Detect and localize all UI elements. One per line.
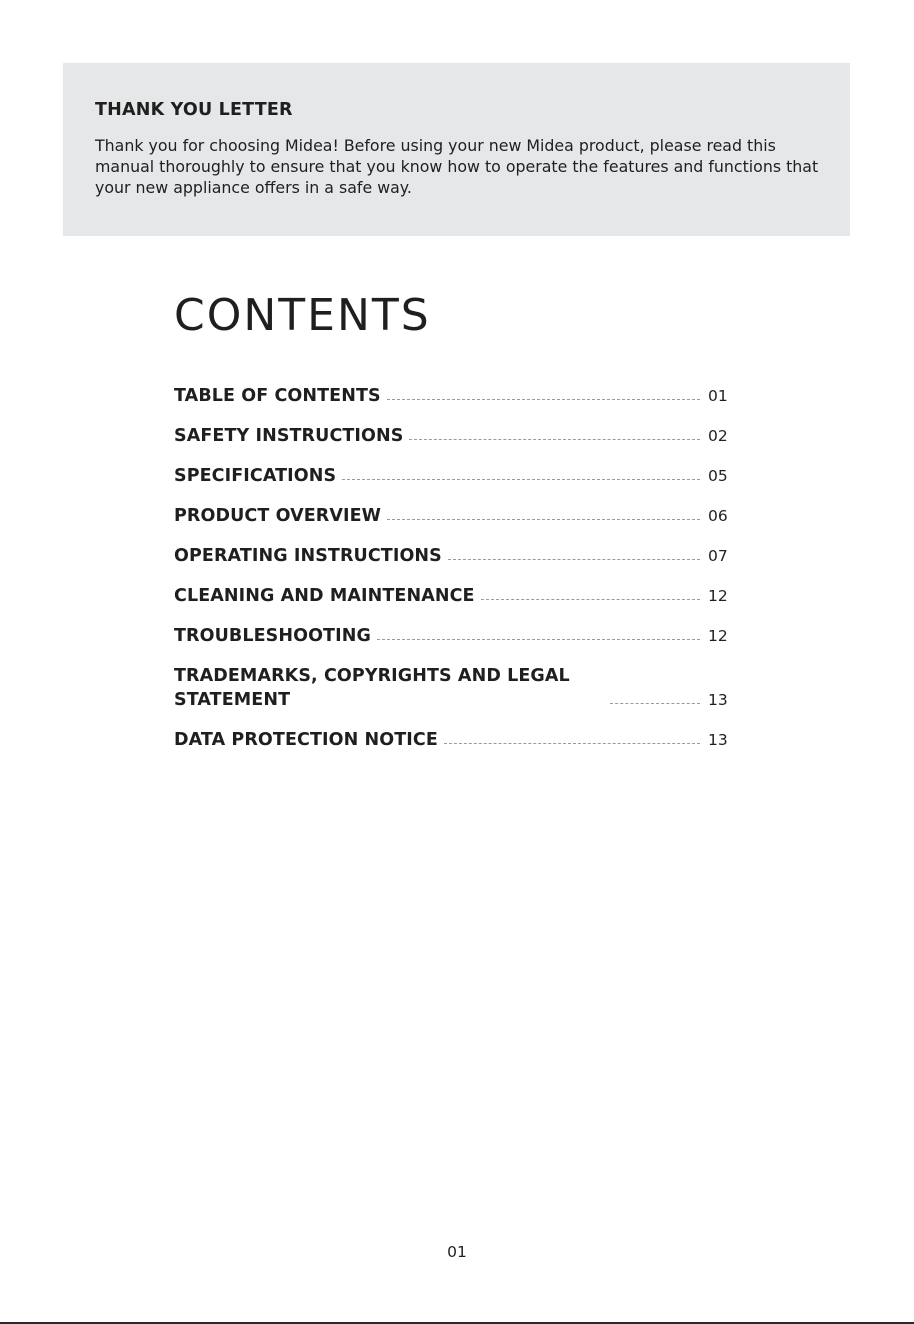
toc-label: CLEANING AND MAINTENANCE xyxy=(174,586,475,606)
toc-page-number: 05 xyxy=(708,467,728,485)
toc-label-line1: TRADEMARKS, COPYRIGHTS AND LEGAL xyxy=(174,666,570,686)
toc-dotted-leader xyxy=(444,743,700,744)
toc-entry-safety-instructions[interactable] xyxy=(174,424,734,448)
toc-dotted-leader xyxy=(448,559,700,560)
toc-page-number: 06 xyxy=(708,507,728,525)
thank-you-title: THANK YOU LETTER xyxy=(95,100,293,120)
toc-label: DATA PROTECTION NOTICE xyxy=(174,730,438,750)
toc-entry-cleaning-and-maintenance[interactable] xyxy=(174,584,734,608)
toc-label-line2: STATEMENT xyxy=(174,690,291,710)
toc-dotted-leader xyxy=(409,439,700,440)
toc-page-number: 07 xyxy=(708,547,728,565)
toc-page-number: 02 xyxy=(708,427,728,445)
toc-label: OPERATING INSTRUCTIONS xyxy=(174,546,442,566)
thank-you-letter-box xyxy=(63,63,850,236)
toc-dotted-leader xyxy=(387,519,700,520)
toc-label: TROUBLESHOOTING xyxy=(174,626,371,646)
toc-page-number: 12 xyxy=(708,627,728,645)
toc-entry-data-protection-notice[interactable] xyxy=(174,728,734,752)
toc-label: TABLE OF CONTENTS xyxy=(174,386,381,406)
toc-dotted-leader xyxy=(481,599,700,600)
toc-entry-specifications[interactable] xyxy=(174,464,734,488)
toc-dotted-leader xyxy=(342,479,700,480)
toc-dotted-leader xyxy=(610,703,700,704)
table-of-contents xyxy=(174,384,734,768)
toc-label: SAFETY INSTRUCTIONS xyxy=(174,426,404,446)
toc-entry-operating-instructions[interactable] xyxy=(174,544,734,568)
toc-page-number: 01 xyxy=(708,387,728,405)
toc-page-number: 13 xyxy=(708,731,728,749)
toc-entry-trademarks[interactable] xyxy=(174,664,734,712)
toc-entry-troubleshooting[interactable] xyxy=(174,624,734,648)
page-number: 01 xyxy=(447,1243,467,1261)
toc-label: SPECIFICATIONS xyxy=(174,466,337,486)
toc-entry-product-overview[interactable] xyxy=(174,504,734,528)
toc-page-number: 13 xyxy=(708,691,728,709)
toc-label-line2-row xyxy=(174,688,734,712)
toc-dotted-leader xyxy=(377,639,700,640)
toc-label: PRODUCT OVERVIEW xyxy=(174,506,382,526)
contents-title: CONTENTS xyxy=(174,290,431,341)
toc-entry-table-of-contents[interactable] xyxy=(174,384,734,408)
toc-page-number: 12 xyxy=(708,587,728,605)
toc-dotted-leader xyxy=(387,399,700,400)
thank-you-body: Thank you for choosing Midea! Before using your new Midea product, please read this manual thoroughly to ensure that you know how to operate the features and functions that your new appliance offers in a safe way. xyxy=(95,136,819,197)
